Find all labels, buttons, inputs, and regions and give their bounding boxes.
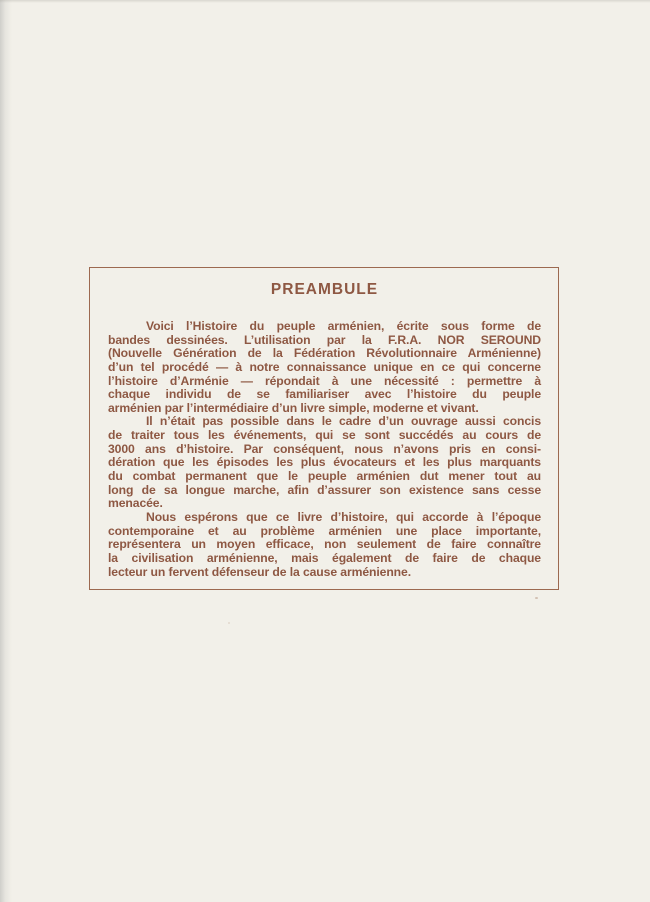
text-line: (Nouvelle Génération de la Fédération Révolutionnaire Arménienne) [108, 346, 541, 361]
text-line: 3000 ans d’histoire. Par conséquent, nous n’avons pris en consi- [108, 441, 541, 456]
text-line: Il n’était pas possible dans le cadre d’un ouvrage aussi concis [146, 414, 541, 429]
scan-speck [535, 597, 538, 599]
text-line: du combat permanent que le peuple arménien dut mener tout au [108, 469, 541, 484]
text-line: contemporaine et au problème arménien une place importante, [108, 523, 541, 538]
text-line: représentera un moyen efficace, non seulement de faire connaître [108, 537, 541, 552]
text-line: Nous espérons que ce livre d’histoire, qui accorde à l’époque [146, 509, 541, 524]
text-line: long de sa longue marche, afin d’assurer son existence sans cesse [108, 482, 541, 497]
text-line: d’un tel procédé — à notre connaissance unique en ce qui concerne [108, 359, 541, 374]
text-line: Voici l’Histoire du peuple arménien, écrite sous forme de [146, 319, 541, 333]
scan-edge-shadow-left [0, 0, 12, 902]
scan-speck [228, 622, 230, 624]
text-line: chaque individu de se familiariser avec l’histoire du peuple [108, 387, 541, 402]
text-line: bandes dessinées. L’utilisation par la F.R.A. NOR SEROUND [108, 332, 541, 347]
page-title: PREAMBULE [270, 281, 379, 298]
text-line: de traiter tous les événements, qui se sont succédés au cours de [108, 428, 541, 443]
text-line: la civilisation arménienne, mais également de faire de chaque [108, 550, 541, 565]
text-line: menacée. [108, 496, 163, 511]
text-line: arménien par l’intermédiaire d’un livre simple, moderne et vivant. [108, 400, 479, 415]
preamble-text [108, 320, 541, 579]
text-line: l’histoire d’Arménie — répondait à une nécessité : permettre à [108, 373, 541, 388]
text-line: lecteur un fervent défenseur de la cause arménienne. [108, 564, 411, 579]
preamble-frame [89, 267, 559, 590]
scan-edge-shadow-top [0, 0, 650, 3]
text-line: dération que les épisodes les plus évocateurs et les plus marquants [108, 455, 541, 470]
